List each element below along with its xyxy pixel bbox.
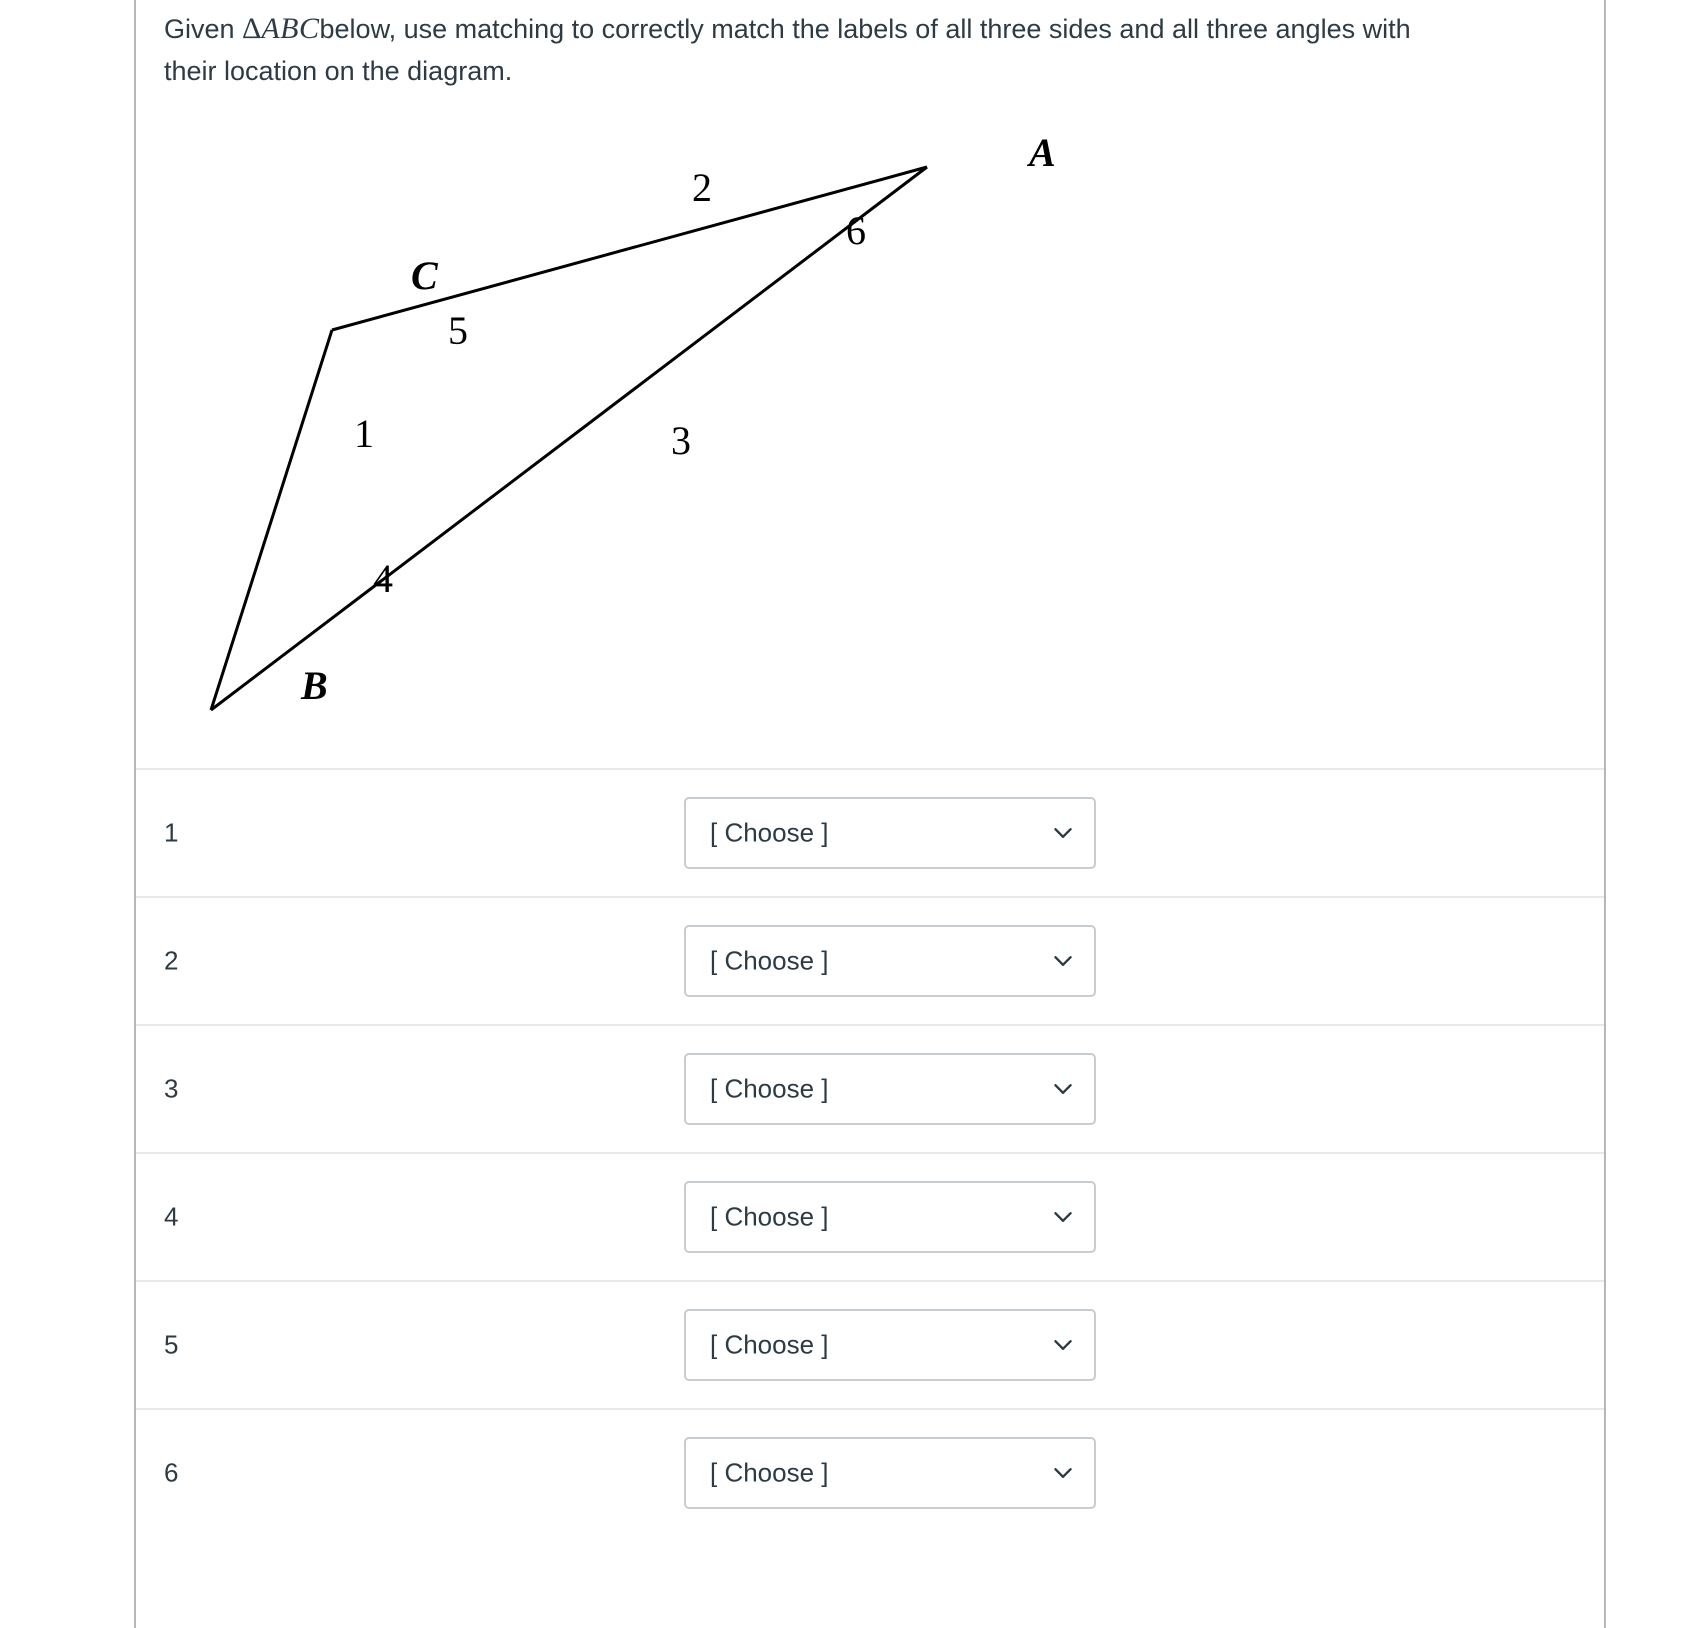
question-rest-text: below, use matching to correctly match the labels of all three sides and all three angles with their location on the diagram. — [164, 14, 1411, 86]
chevron-down-icon — [1050, 948, 1076, 974]
matching-dropdown-value-3: [ Choose ] — [710, 1073, 829, 1104]
matching-dropdown-3[interactable] — [684, 1053, 1096, 1125]
matching-row-3 — [136, 1024, 1604, 1152]
matching-row-4 — [136, 1152, 1604, 1280]
chevron-down-icon — [1050, 1076, 1076, 1102]
matching-dropdown-value-4: [ Choose ] — [710, 1201, 829, 1232]
matching-row-label-4: 4 — [164, 1201, 179, 1232]
delta-symbol: Δ — [242, 12, 262, 45]
triangle-edge-ca — [332, 167, 927, 330]
matching-row-2 — [136, 896, 1604, 1024]
matching-row-label-3: 3 — [164, 1073, 179, 1104]
triangle-name-math: ABC — [261, 12, 320, 45]
question-page-frame — [134, 0, 1606, 1628]
triangle-edge-ba — [211, 167, 927, 710]
vertex-label-b: B — [301, 663, 328, 708]
matching-dropdown-value-5: [ Choose ] — [710, 1329, 829, 1360]
chevron-down-icon — [1050, 1332, 1076, 1358]
matching-dropdown-value-1: [ Choose ] — [710, 817, 829, 848]
matching-row-label-2: 2 — [164, 945, 179, 976]
vertex-label-c: C — [411, 253, 438, 298]
matching-row-6 — [136, 1408, 1604, 1536]
matching-row-1 — [136, 768, 1604, 896]
part-label-6: 6 — [846, 208, 866, 253]
matching-dropdown-4[interactable] — [684, 1181, 1096, 1253]
matching-dropdown-value-6: [ Choose ] — [710, 1457, 829, 1488]
chevron-down-icon — [1050, 1460, 1076, 1486]
part-label-2: 2 — [692, 165, 712, 210]
triangle-edge-bc — [211, 330, 332, 710]
matching-list — [136, 768, 1604, 1536]
matching-dropdown-1[interactable] — [684, 797, 1096, 869]
part-label-3: 3 — [671, 418, 691, 463]
part-label-5: 5 — [448, 308, 468, 353]
question-lead-text: Given — [164, 14, 243, 44]
matching-dropdown-value-2: [ Choose ] — [710, 945, 829, 976]
chevron-down-icon — [1050, 820, 1076, 846]
triangle-diagram — [136, 96, 1236, 736]
matching-dropdown-2[interactable] — [684, 925, 1096, 997]
matching-row-label-5: 5 — [164, 1329, 179, 1360]
part-label-4: 4 — [373, 556, 393, 601]
chevron-down-icon — [1050, 1204, 1076, 1230]
matching-row-label-1: 1 — [164, 817, 179, 848]
matching-dropdown-6[interactable] — [684, 1437, 1096, 1509]
vertex-label-a: A — [1029, 130, 1056, 175]
matching-dropdown-5[interactable] — [684, 1309, 1096, 1381]
part-label-1: 1 — [354, 411, 374, 456]
triangle-figure — [136, 96, 1236, 736]
question-prompt — [164, 8, 1464, 92]
matching-row-5 — [136, 1280, 1604, 1408]
matching-row-label-6: 6 — [164, 1457, 179, 1488]
